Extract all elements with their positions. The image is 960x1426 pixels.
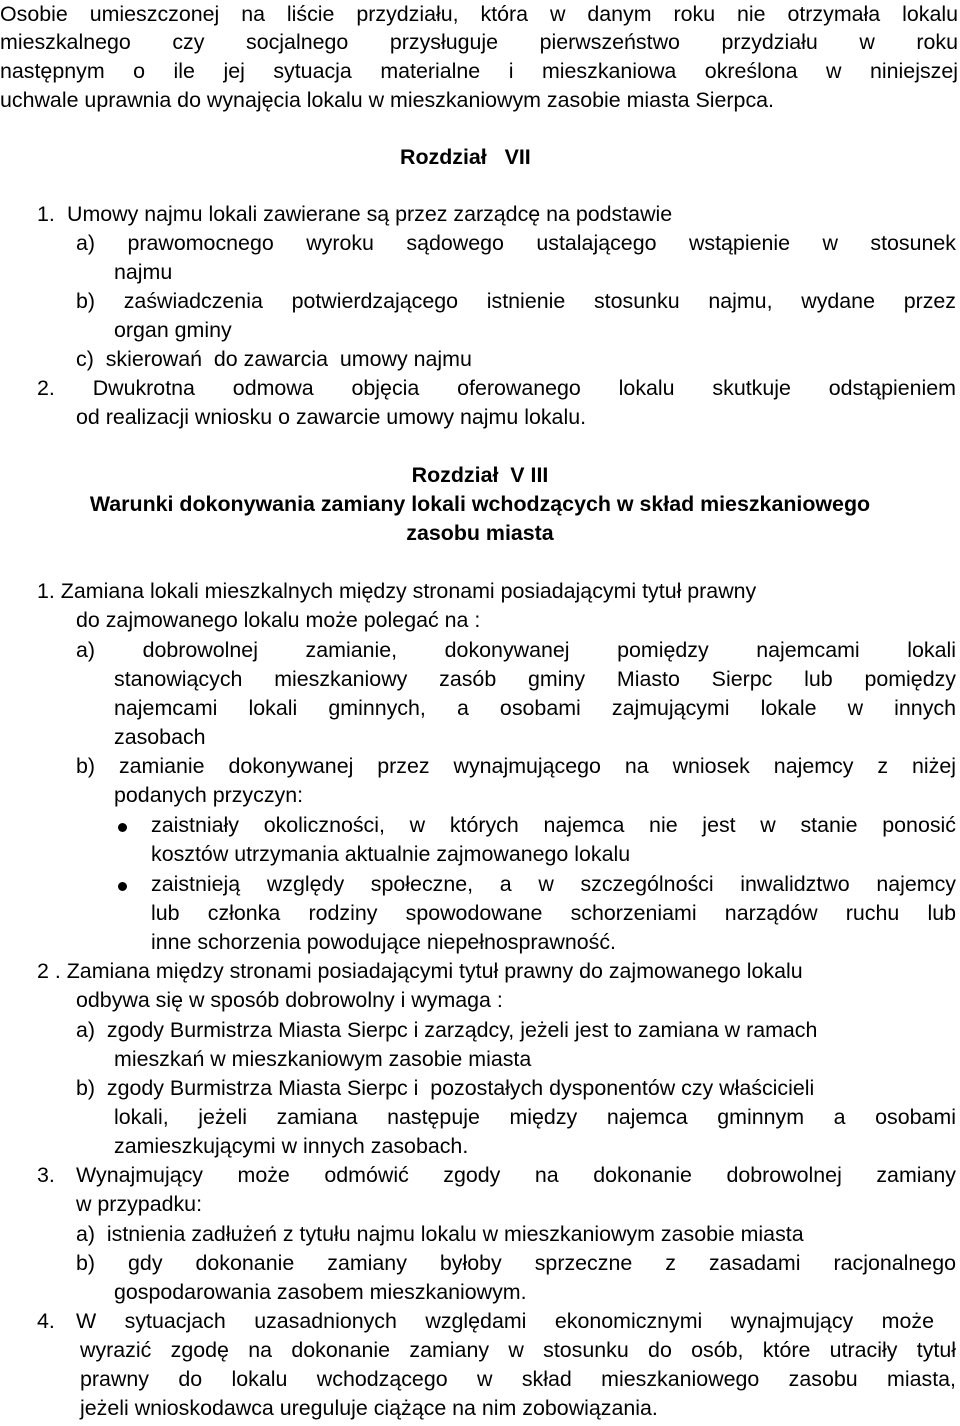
ch8-p2-item-b-line-2: lokali, jeżeli zamiana następuje między najemca gminnym a osobami: [114, 1105, 956, 1129]
bullet-icon: [118, 882, 127, 891]
ch8-item-a-line-3: najemcami lokali gminnych, a osobami zajmującymi lokale w innych: [114, 696, 956, 720]
ch8-p3-item-b-line-2: gospodarowania zasobem mieszkaniowym.: [114, 1280, 527, 1304]
ch8-p2-item-b-line-1: b) zgody Burmistrza Miasta Sierpc i pozostałych dysponentów czy właścicieli: [76, 1076, 815, 1100]
ch8-p3-number: 3.: [37, 1163, 55, 1187]
intro-line-4: uchwale uprawnia do wynajęcia lokalu w mieszkaniowym zasobie miasta Sierpca.: [0, 88, 774, 112]
ch8-p4-number: 4.: [37, 1309, 55, 1333]
ch8-bullet-2-line-2: lub członka rodziny spowodowane schorzeniami narządów ruchu lub: [151, 901, 956, 925]
ch8-item-b-line-1: b) zamianie dokonywanej przez wynajmującego na wniosek najemcy z niżej: [76, 754, 956, 778]
ch7-p1-number: 1.: [37, 202, 55, 226]
ch8-p4-line-1: W sytuacjach uzasadnionych względami ekonomicznymi wynajmujący może: [76, 1309, 934, 1333]
ch7-item-b-line-2: organ gminy: [114, 318, 232, 342]
ch8-item-a-line-2: stanowiących mieszkaniowy zasób gminy Miasto Sierpc lub pomiędzy: [114, 667, 956, 691]
ch8-p2-item-b-line-3: zamieszkującymi w innych zasobach.: [114, 1134, 469, 1158]
ch8-item-b-line-2: podanych przyczyn:: [114, 783, 304, 807]
chapter-8-title-line-1: Warunki dokonywania zamiany lokali wchodzących w skład mieszkaniowego: [89, 492, 871, 516]
chapter-8-heading: Rozdział V III: [411, 463, 549, 487]
ch7-item-c: c) skierowań do zawarcia umowy najmu: [76, 347, 472, 371]
ch7-p2-line-2: od realizacji wniosku o zawarcie umowy najmu lokalu.: [76, 405, 587, 429]
ch8-bullet-2-line-1: zaistnieją względy społeczne, a w szczególności inwalidztwo najemcy: [151, 872, 956, 896]
ch7-p2-line-1: 2. Dwukrotna odmowa objęcia oferowanego lokalu skutkuje odstąpieniem: [37, 376, 956, 400]
ch8-p4-line-3: prawny do lokalu wchodzącego w skład mieszkaniowego zasobu miasta,: [80, 1367, 956, 1391]
ch8-p4-line-4: jeżeli wnioskodawca ureguluje ciążące na nim zobowiązania.: [80, 1396, 658, 1420]
intro-line-3: następnym o ile jej sytuacja materialne i mieszkaniowa określona w niniejszej: [0, 59, 958, 83]
ch7-item-b-line-1: b) zaświadczenia potwierdzającego istnienie stosunku najmu, wydane przez: [76, 289, 956, 313]
ch7-item-a-line-2: najmu: [114, 260, 173, 284]
ch8-p2-item-a-line-2: mieszkań w mieszkaniowym zasobie miasta: [114, 1047, 532, 1071]
ch8-item-a-line-4: zasobach: [114, 725, 206, 749]
ch8-p2-line-2: odbywa się w sposób dobrowolny i wymaga :: [76, 988, 503, 1012]
ch8-p3-line-1: Wynajmujący może odmówić zgody na dokonanie dobrowolnej zamiany: [76, 1163, 956, 1187]
ch8-p2-item-a-line-1: a) zgody Burmistrza Miasta Sierpc i zarządcy, jeżeli jest to zamiana w ramach: [76, 1018, 818, 1042]
ch8-p1-line-2: do zajmowanego lokalu może polegać na :: [76, 608, 481, 632]
ch8-p4-line-2: wyrazić zgodę na dokonanie zamiany w stosunku do osób, które utraciły tytuł: [80, 1338, 956, 1362]
ch8-p3-line-2: w przypadku:: [76, 1192, 203, 1216]
ch8-p3-item-a: a) istnienia zadłużeń z tytułu najmu lokalu w mieszkaniowym zasobie miasta: [76, 1222, 804, 1246]
ch8-bullet-1-line-2: kosztów utrzymania aktualnie zajmowanego lokalu: [151, 842, 631, 866]
ch8-p3-item-b-line-1: b) gdy dokonanie zamiany byłoby sprzeczne z zasadami racjonalnego: [76, 1251, 956, 1275]
ch8-p2-line-1: 2 . Zamiana między stronami posiadającymi tytuł prawny do zajmowanego lokalu: [37, 959, 803, 983]
intro-line-2: mieszkalnego czy socjalnego przysługuje pierwszeństwo przydziału w roku: [0, 30, 958, 54]
chapter-8-title-line-2: zasobu miasta: [406, 521, 554, 545]
ch7-item-a-line-1: a) prawomocnego wyroku sądowego ustalającego wstąpienie w stosunek: [76, 231, 956, 255]
ch7-p1-text: Umowy najmu lokali zawierane są przez zarządcę na podstawie: [67, 202, 673, 226]
ch8-bullet-1-line-1: zaistniały okoliczności, w których najemca nie jest w stanie ponosić: [151, 813, 956, 837]
bullet-icon: [118, 823, 127, 832]
chapter-7-heading: Rozdział VII: [400, 145, 531, 169]
ch8-bullet-2-line-3: inne schorzenia powodujące niepełnosprawność.: [151, 930, 616, 954]
ch8-item-a-line-1: a) dobrowolnej zamianie, dokonywanej pomiędzy najemcami lokali: [76, 638, 956, 662]
intro-line-1: Osobie umieszczonej na liście przydziału, która w danym roku nie otrzymała lokalu: [0, 2, 958, 26]
ch8-p1-line-1: 1. Zamiana lokali mieszkalnych między stronami posiadającymi tytuł prawny: [37, 579, 757, 603]
